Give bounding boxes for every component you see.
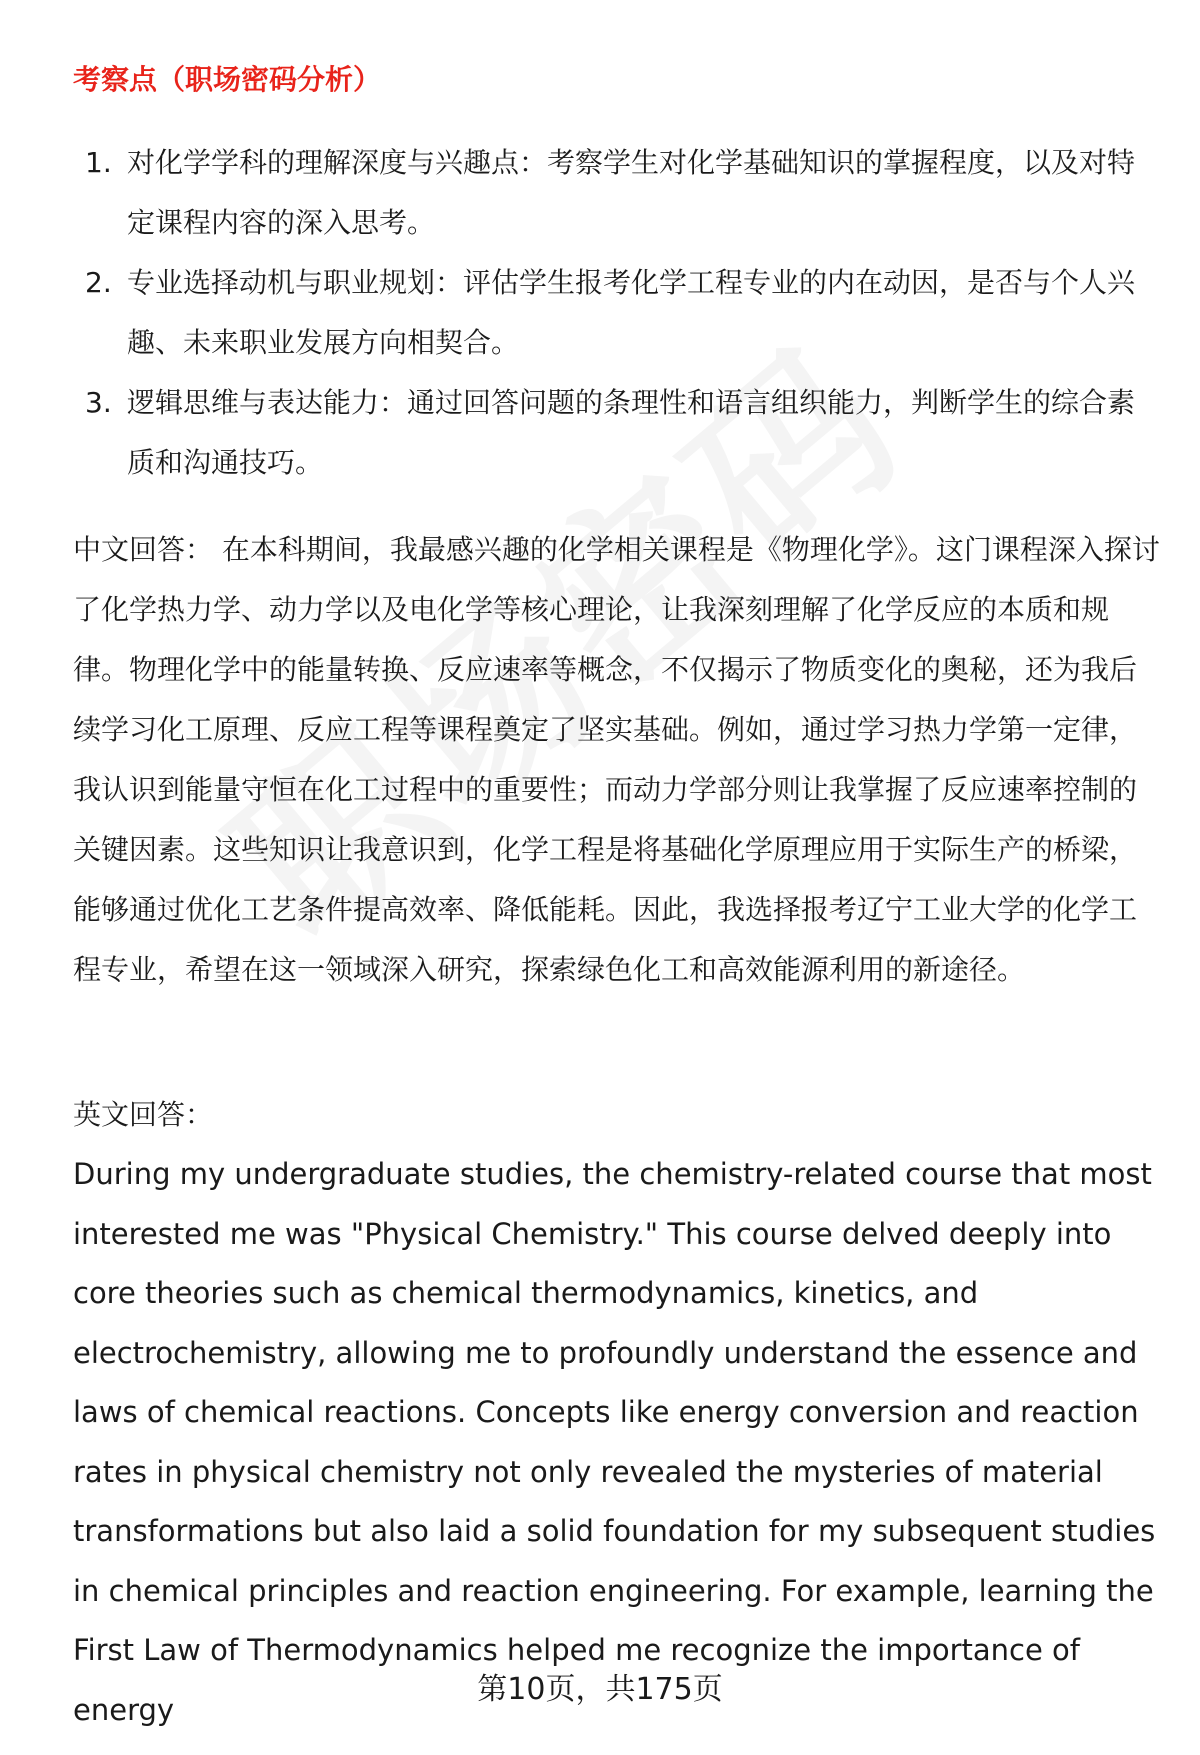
- list-item-number: 1.: [85, 146, 112, 179]
- assessment-points-list: [73, 133, 1153, 493]
- list-item-text: 逻辑思维与表达能力：通过回答问题的条理性和语言组织能力，判断学生的综合素质和沟通技巧。: [127, 386, 1136, 479]
- list-item-number: 2.: [85, 266, 112, 299]
- page-number: 第10页，共175页: [477, 1672, 723, 1707]
- section-title: 考察点（职场密码分析）: [73, 63, 382, 96]
- english-answer-text: During my undergraduate studies, the chemistry-related course that most interested me was "Physical Chemistry." This course delved deeply into core theories such as chemical thermodynamics, kinetics, and electrochemistry, allowing me to profoundly understand the essence and laws of chemical reactions. Concepts like energy conversion and reaction rates in physical chemistry not only revealed the mysteries of material transformations but also laid a solid foundation for my subsequent studies in chemical principles and reaction engineering. For example, learning the First Law of Thermodynamics helped me recognize the importance of energy: [73, 1157, 1156, 1727]
- chinese-answer-text: 在本科期间，我最感兴趣的化学相关课程是《物理化学》。这门课程深入探讨了化学热力学、动力学以及电化学等核心理论，让我深刻理解了化学反应的本质和规律。物理化学中的能量转换、反应速率等概念，不仅揭示了物质变化的奥秘，还为我后续学习化工原理、反应工程等课程奠定了坚实基础。例如，通过学习热力学第一定律，我认识到能量守恒在化工过程中的重要性；而动力学部分则让我掌握了反应速率控制的关键因素。这些知识让我意识到，化学工程是将基础化学原理应用于实际生产的桥梁，能够通过优化工艺条件提高效率、降低能耗。因此，我选择报考辽宁工业大学的化学工程专业，希望在这一领域深入研究，探索绿色化工和高效能源利用的新途径。: [73, 533, 1160, 986]
- list-item-text: 专业选择动机与职业规划：评估学生报考化学工程专业的内在动因，是否与个人兴趣、未来职业发展方向相契合。: [127, 266, 1136, 359]
- list-item: [73, 253, 1153, 373]
- list-item-number: 3.: [85, 386, 112, 419]
- chinese-answer-label: 中文回答：: [73, 533, 214, 566]
- english-answer-label: 英文回答：: [73, 1098, 214, 1131]
- list-item-text: 对化学学科的理解深度与兴趣点：考察学生对化学基础知识的掌握程度，以及对特定课程内容的深入思考。: [127, 146, 1136, 239]
- list-item: [73, 373, 1153, 493]
- list-item: [73, 133, 1153, 253]
- chinese-answer: [73, 520, 1163, 1000]
